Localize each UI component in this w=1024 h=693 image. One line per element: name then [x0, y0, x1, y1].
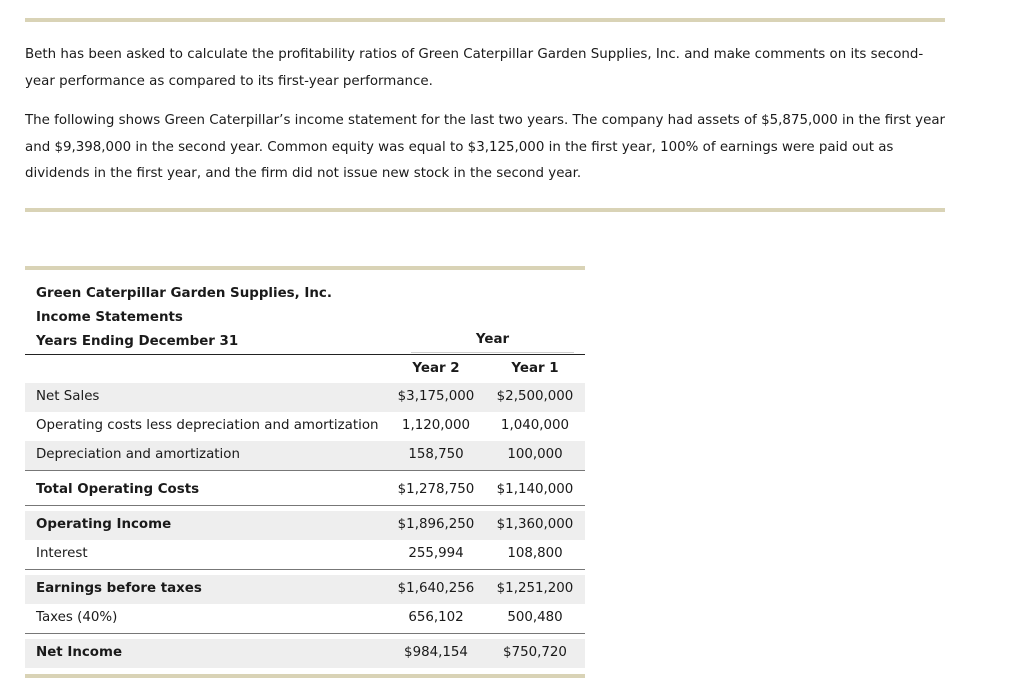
table-row — [25, 383, 585, 412]
table-bottom-rule — [25, 674, 585, 678]
table-row — [25, 441, 585, 470]
table-row — [25, 540, 585, 569]
details-paragraph: The following shows Green Caterpillar’s income statement for the last two years. The company had assets of $5,875,000 in the first year and $9,398,000 in the second year. Common equity was equal to $3,125,000 in the first year, 100% of earnings were paid out as dividends in the first year, and the firm did not issue new stock in the second year. — [25, 113, 946, 181]
table-row — [25, 575, 585, 604]
year2-value: $984,154 — [404, 645, 468, 660]
year1-value: $1,360,000 — [496, 517, 574, 532]
year1-value: 500,480 — [507, 610, 563, 625]
company-name: Green Caterpillar Garden Supplies, Inc. — [36, 286, 332, 301]
income-statement-table — [25, 266, 585, 678]
row-label: Depreciation and amortization — [36, 447, 240, 462]
table-row — [25, 476, 585, 505]
row-label: Net Income — [36, 645, 123, 660]
year1-value: $1,140,000 — [496, 482, 574, 497]
year1-value: 1,040,000 — [500, 418, 570, 433]
year1-value: 100,000 — [507, 447, 563, 462]
top-divider — [25, 18, 945, 22]
table-row — [25, 639, 585, 668]
row-label: Operating Income — [36, 517, 172, 532]
year2-value: $1,278,750 — [397, 482, 475, 497]
year-group-header: Year — [475, 332, 510, 347]
row-label: Earnings before taxes — [36, 581, 202, 596]
year2-value: $1,640,256 — [397, 581, 475, 596]
middle-divider — [25, 208, 945, 212]
year2-value: 1,120,000 — [401, 418, 471, 433]
year1-value: 108,800 — [507, 546, 563, 561]
year2-value: 255,994 — [408, 546, 464, 561]
year1-value: $750,720 — [503, 645, 567, 660]
intro-paragraph: Beth has been asked to calculate the profitability ratios of Green Caterpillar Garden Supplies, Inc. and make comments on its second-year performance as compared to its first-year performance. — [25, 47, 924, 89]
year2-value: $1,896,250 — [397, 517, 475, 532]
year-group-underline — [411, 352, 574, 353]
table-row — [25, 412, 585, 441]
col-year-1: Year 1 — [511, 361, 559, 376]
year1-value: $1,251,200 — [496, 581, 574, 596]
year2-value: 158,750 — [408, 447, 464, 462]
table-row — [25, 511, 585, 540]
year2-value: $3,175,000 — [397, 389, 475, 404]
row-label: Net Sales — [36, 389, 100, 404]
column-headers — [25, 355, 585, 383]
row-label: Total Operating Costs — [36, 482, 200, 497]
period-title: Years Ending December 31 — [36, 334, 239, 349]
row-label: Operating costs less depreciation and amortization — [36, 418, 379, 433]
row-label: Interest — [36, 546, 88, 561]
statement-title: Income Statements — [36, 310, 183, 325]
row-label: Taxes (40%) — [36, 610, 118, 625]
col-year-2: Year 2 — [412, 361, 460, 376]
year1-value: $2,500,000 — [496, 389, 574, 404]
table-row — [25, 604, 585, 633]
table-header — [25, 270, 585, 354]
year2-value: 656,102 — [408, 610, 464, 625]
